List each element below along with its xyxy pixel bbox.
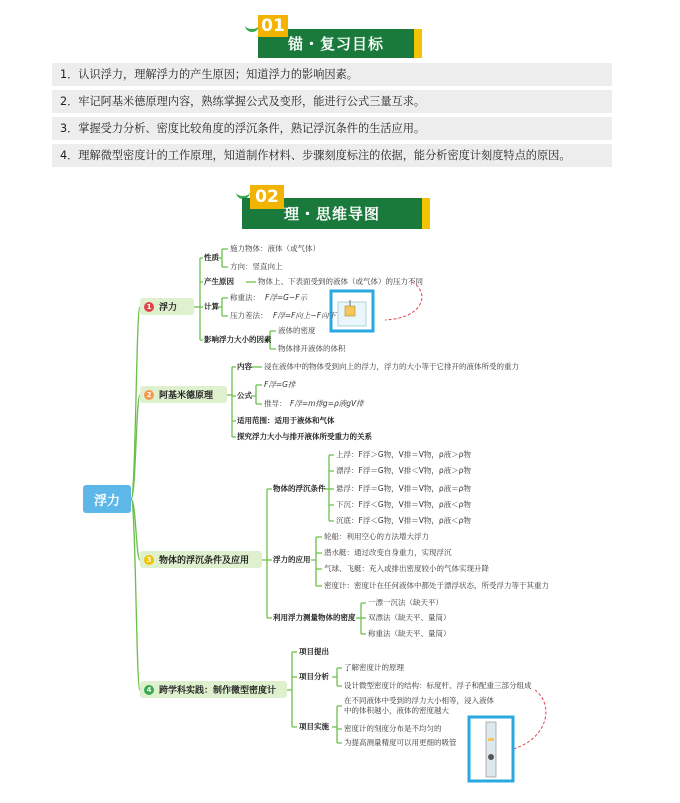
branch-node-hydrometer-practice: [140, 681, 287, 698]
leaf-text: 下沉：F浮＜G物，V排＝V物，ρ液＜ρ物: [336, 500, 471, 509]
section-number: 01: [258, 15, 288, 37]
goal-item: 4．理解微型密度计的工作原理，知道制作材料、步骤刻度标注的依据，能分析密度计刻度特点的原因。: [52, 144, 612, 167]
leaf-text: 密度计：密度计在任何液体中都处于漂浮状态，所受浮力等于其重力: [324, 581, 549, 590]
topic-project-proposal: 项目提出: [299, 647, 329, 656]
leaf-text: 悬浮：F浮＝G物，V排＝V物，ρ液＝ρ物: [336, 484, 471, 493]
branch-node-float-sink: [140, 551, 262, 568]
topic-cause: 产生原因: [204, 277, 234, 286]
leaf-text: 为提高测量精度可以用更细的吸管: [344, 738, 457, 747]
section-title: 理・思维导图: [242, 198, 422, 229]
leaf-text: 气球、飞艇：充入或排出密度较小的气体实现升降: [324, 564, 489, 573]
leaf-text: 潜水艇：通过改变自身重力，实现浮沉: [324, 548, 452, 557]
leaf-text: 施力物体：液体（或气体）: [230, 244, 320, 253]
leaf-text: 方向：竖直向上: [230, 262, 283, 271]
branch-label: 物体的浮沉条件及应用: [159, 556, 250, 566]
leaf-text: 称重法（缺天平、量筒）: [368, 629, 451, 638]
leaf-text: 浸在液体中的物体受到向上的浮力，浮力的大小等于它排开的液体所受的重力: [264, 362, 519, 371]
topic-property: 性质: [204, 253, 219, 262]
leaf-text: 轮船：利用空心的方法增大浮力: [324, 532, 429, 541]
leaf-text: 推导：: [264, 399, 287, 408]
topic-scope: 适用范围：适用于液体和气体: [237, 416, 335, 425]
branch-node-buoyancy: [140, 298, 194, 315]
mindmap-root: 浮力: [83, 485, 131, 513]
topic-factors: 影响浮力大小的因素: [204, 335, 272, 344]
section-title: 锚・复习目标: [258, 29, 414, 58]
leaf-text: 物体上、下表面受到的液体（或气体）的压力不同: [258, 277, 423, 286]
topic-experiment: 探究浮力大小与排开液体所受重力的关系: [237, 432, 372, 441]
branch-node-archimedes: [140, 386, 227, 403]
section-number: 02: [250, 185, 284, 209]
leaf-text: 了解密度计的原理: [344, 663, 404, 672]
branch-label: 浮力: [159, 303, 178, 313]
formula: F浮=G排: [264, 380, 296, 389]
leaf-text: 液体的密度: [278, 326, 316, 335]
hydrometer-illustration: [469, 717, 513, 781]
beaker-illustration-1: [331, 291, 373, 331]
branch-number-badge: 2: [144, 390, 154, 400]
leaf-text: 设计微型密度计的结构：标度杆、浮子和配重三部分组成: [344, 681, 532, 690]
branch-number-badge: 3: [144, 555, 154, 565]
leaf-text: 双漂法（缺天平、量筒）: [368, 613, 451, 622]
goal-item: 2．牢记阿基米德原理内容，熟练掌握公式及变形，能进行公式三量互求。: [52, 90, 612, 113]
formula: F浮=G−F示: [265, 293, 308, 302]
topic-content: 内容: [237, 362, 252, 371]
leaf-text: 中的体积越小，液体的密度越大: [344, 706, 449, 715]
leaf-text: 漂浮：F浮＝G物，V排＜V物，ρ液＞ρ物: [336, 466, 471, 475]
leaf-text: 在不同液体中受到的浮力大小相等，浸入液体: [344, 696, 494, 705]
topic-applications: 浮力的应用: [273, 555, 311, 564]
topic-density-measurement: 利用浮力测量物体的密度: [273, 613, 356, 622]
goal-item: 3．掌握受力分析、密度比较角度的浮沉条件，熟记浮沉条件的生活应用。: [52, 117, 612, 140]
leaf-text: 物体排开液体的体积: [278, 344, 346, 353]
leaf-text: 压力差法：: [230, 311, 268, 320]
topic-project-analysis: 项目分析: [299, 672, 329, 681]
branch-label: 阿基米德原理: [159, 391, 214, 401]
branch-label: 跨学科实践：制作微型密度计: [159, 686, 277, 696]
leaf-text: 沉底：F浮＜G物，V排＝V物，ρ液＜ρ物: [336, 516, 471, 525]
topic-formula: 公式: [237, 391, 252, 400]
branch-number-badge: 1: [144, 302, 154, 312]
topic-project-implementation: 项目实施: [299, 722, 329, 731]
leaf-text: 称重法：: [230, 293, 260, 302]
topic-float-sink-conditions: 物体的浮沉条件: [273, 484, 326, 493]
branch-number-badge: 4: [144, 685, 154, 695]
topic-calculation: 计算: [204, 302, 219, 311]
formula: F浮=m排g=ρ液gV排: [290, 399, 364, 408]
leaf-text: 密度计的刻度分布是不均匀的: [344, 724, 442, 733]
formula: F浮=F向上−F向下: [273, 311, 337, 320]
leaf-text: 上浮：F浮＞G物，V排＝V物，ρ液＞ρ物: [336, 450, 471, 459]
leaf-text: 一漂一沉法（缺天平）: [368, 598, 443, 607]
goal-item: 1．认识浮力，理解浮力的产生原因；知道浮力的影响因素。: [52, 63, 612, 86]
